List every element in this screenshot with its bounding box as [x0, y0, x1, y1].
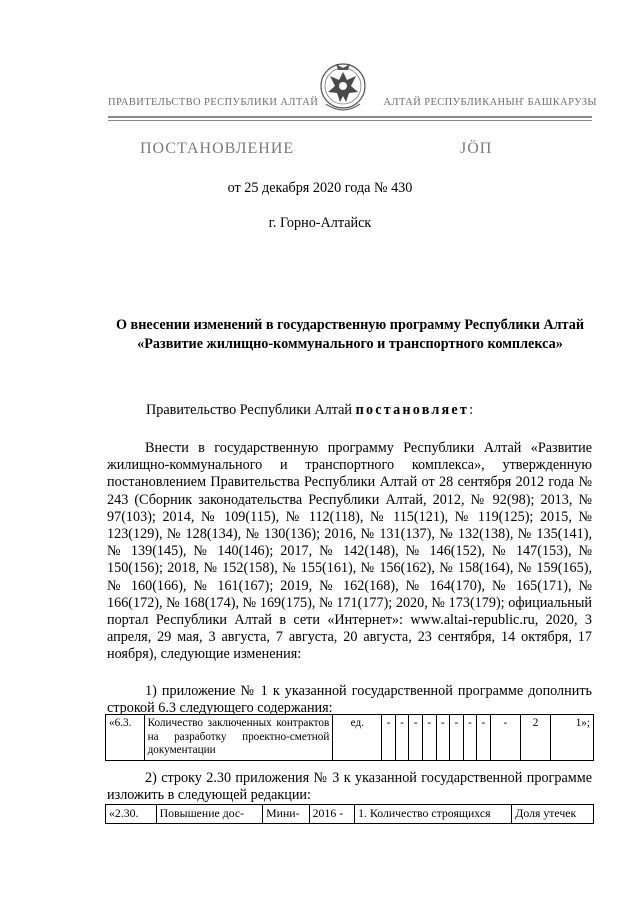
doc-type-russian: ПОСТАНОВЛЕНИЕ [140, 140, 295, 157]
document-date: от 25 декабря 2020 года № 430 [227, 180, 413, 196]
table-cell-name: Количество заключенных контрактов на разработку проектно-сметной документации [144, 715, 333, 761]
amendment-item-2 [107, 770, 592, 804]
amendment-table-1 [105, 714, 594, 761]
header-divider [108, 116, 592, 118]
table-cell-years: 2016 - [309, 805, 354, 824]
table-cell-name: Повышение дос- [156, 805, 262, 824]
table-cell-dash: - [450, 715, 464, 761]
table-cell-dash: - [463, 715, 477, 761]
org-name-russian: ПРАВИТЕЛЬСТВО РЕСПУБЛИКИ АЛТАЙ [108, 97, 319, 108]
preamble [146, 402, 473, 419]
altai-coat-of-arms-icon [318, 60, 368, 116]
table-cell-num: «2.30. [106, 805, 157, 824]
table-cell-indicator: 1. Количество строящихся [355, 805, 512, 824]
preamble-colon: : [469, 402, 474, 418]
body-paragraph-text: Внести в государственную программу Республики Алтай «Развитие жилищно-коммунального и транспортного комплекса», утвержденную постановлением Правительства Республики Алтай от 28 сентября 2012 года № 243 (Сборник законодательства Республики Алтай, 2012, № 92(98); 2013, № 97(103); 2014, № 109(115), № 112(118), № 115(121), № 119(125); 2015, № 123(129), № 128(134), № 130(136); 2016, № 131(137), № 132(138), № 135(141), № 139(145), № 140(146); 2017, № 142(148), № 146(152), № 147(153), № 150(156); 2018, № 152(158), № 155(161), № 156(162), № 158(164), № 159(165), № 160(166), № 161(167); 2019, № 162(168), № 164(170), № 165(171), № 166(172), № 168(174), № 169(175), № 171(177); 2020, № 173(179); официальный портал Республики Алтай в сети «Интернет»: www.altai-republic.ru, 2020, 3 апреля, 29 мая, 3 августа, 7 августа, 20 августа, 23 сентября, 14 октября, 17 ноября), следующие изменения: [107, 440, 592, 663]
header-divider-thin [108, 120, 592, 121]
table-cell-dash: - [477, 715, 491, 761]
table-cell-indicator-2: Доля утечек [512, 805, 594, 824]
amendment-table-2 [105, 804, 594, 824]
amendment-item-1-text: 1) приложение № 1 к указанной государственной программе дополнить строкой 6.3 следующего содержания: [107, 683, 592, 717]
table-cell-responsible: Мини- [263, 805, 310, 824]
table-cell-dash: - [490, 715, 520, 761]
table-cell-dash: - [382, 715, 396, 761]
preamble-subject: Правительство Республики Алтай [146, 402, 356, 418]
table-row [106, 715, 594, 761]
table-cell-value: 2 [520, 715, 550, 761]
org-name-altai: АЛТАЙ РЕСПУБЛИКАНЫҤ БАШКАРУЗЫ [383, 97, 597, 108]
document-city: г. Горно-Алтайск [268, 215, 372, 231]
table-cell-unit: ед. [333, 715, 382, 761]
doc-type-altai: JÖП [460, 140, 493, 157]
body-paragraph [107, 440, 592, 664]
document-title: О внесении изменений в государственную программу Республики Алтай «Развитие жилищно-коммунального и транспортного комплекса» [115, 317, 585, 352]
table-cell-dash: - [409, 715, 423, 761]
table-cell-dash: - [436, 715, 450, 761]
amendment-item-2-text: 2) строку 2.30 приложения № 3 к указанной государственной программе изложить в следующей редакции: [107, 770, 592, 804]
table-cell-dash: - [422, 715, 436, 761]
table-cell-last: 1»; [551, 715, 594, 761]
preamble-verb: постановляет [355, 402, 470, 418]
amendment-item-1 [107, 683, 592, 717]
table-cell-num: «6.3. [106, 715, 145, 761]
table-row [106, 805, 594, 824]
table-cell-dash: - [395, 715, 409, 761]
